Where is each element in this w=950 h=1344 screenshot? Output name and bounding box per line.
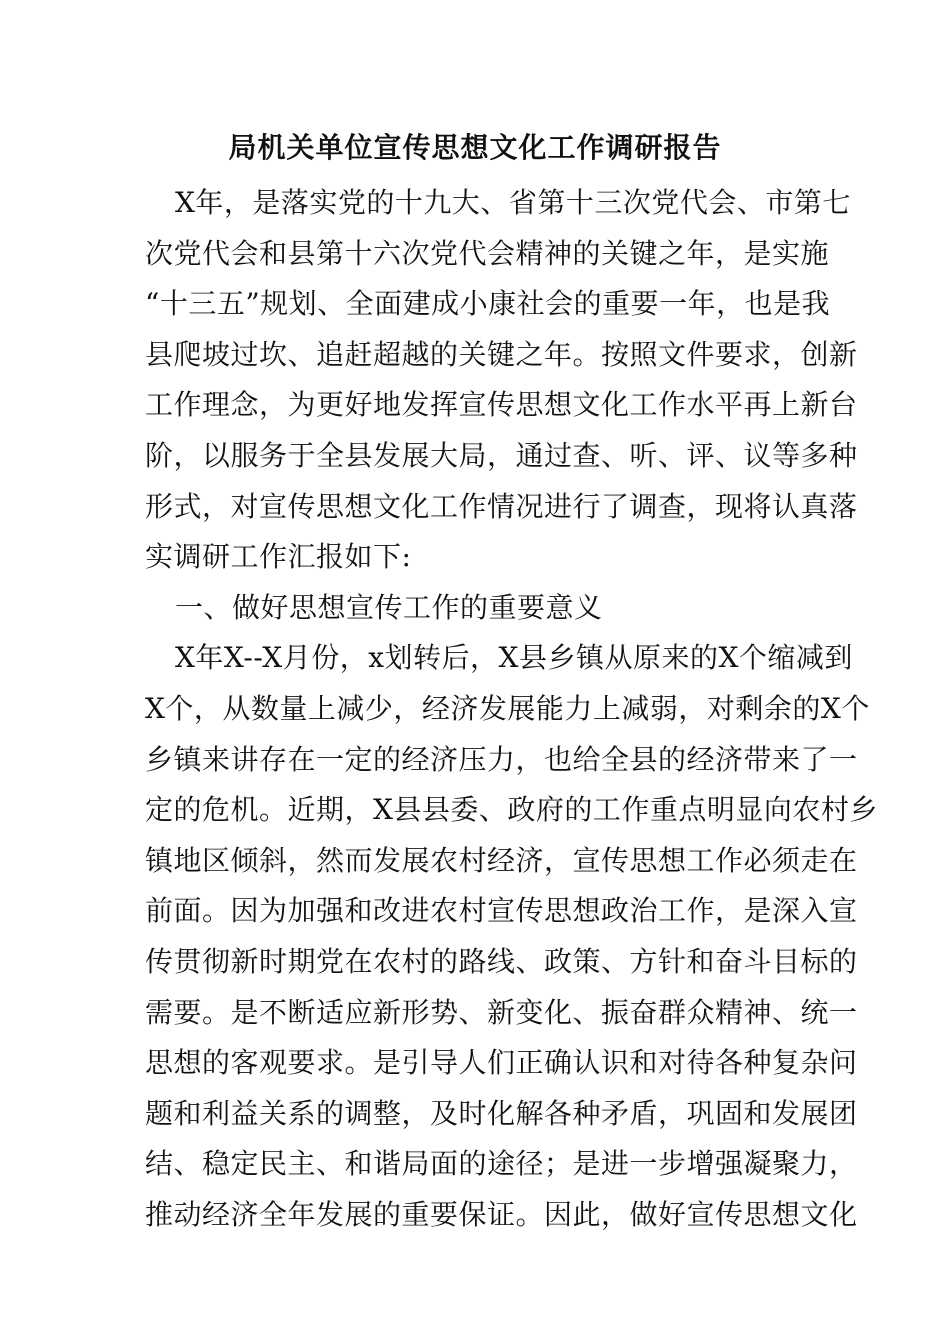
paragraph-line: 传贯彻新时期党在农村的路线、政策、方针和奋斗目标的 bbox=[145, 944, 858, 978]
paragraph-line: “十三五”规划、全面建成小康社会的重要一年，也是我 bbox=[145, 287, 831, 321]
paragraph-line: 题和利益关系的调整，及时化解各种矛盾，巩固和发展团 bbox=[145, 1096, 858, 1130]
paragraph-line: 阶，以服务于全县发展大局，通过查、听、评、议等多种 bbox=[145, 438, 858, 472]
paragraph-line: X年X--X月份，x划转后，X县乡镇从原来的X个缩减到 bbox=[175, 641, 853, 675]
document-body bbox=[145, 178, 878, 1240]
paragraph-line: 次党代会和县第十六次党代会精神的关键之年，是实施 bbox=[145, 236, 830, 270]
document-title: 局机关单位宣传思想文化工作调研报告 bbox=[228, 131, 722, 164]
paragraph-line: 结、稳定民主、和谐局面的途径；是进一步增强凝聚力， bbox=[145, 1147, 858, 1181]
paragraph-line: 思想的客观要求。是引导人们正确认识和对待各种复杂问 bbox=[145, 1046, 858, 1080]
paragraph-line: 前面。因为加强和改进农村宣传思想政治工作，是深入宣 bbox=[145, 894, 858, 928]
paragraph-line: 县爬坡过坎、追赶超越的关键之年。按照文件要求，创新 bbox=[145, 337, 858, 371]
paragraph-line: 需要。是不断适应新形势、新变化、振奋群众精神、统一 bbox=[145, 995, 858, 1029]
paragraph-line: 定的危机。近期，X县县委、政府的工作重点明显向农村乡 bbox=[145, 793, 878, 827]
paragraph-line: X个，从数量上减少，经济发展能力上减弱，对剩余的X个 bbox=[145, 691, 870, 725]
paragraph-line: 实调研工作汇报如下: bbox=[145, 540, 412, 574]
paragraph-line: 乡镇来讲存在一定的经济压力，也给全县的经济带来了一 bbox=[145, 742, 858, 776]
paragraph-line: 镇地区倾斜，然而发展农村经济，宣传思想工作必须走在 bbox=[145, 843, 858, 877]
paragraph-line: 形式，对宣传思想文化工作情况进行了调查，现将认真落 bbox=[145, 489, 858, 523]
paragraph-line: X年，是落实党的十九大、省第十三次党代会、市第七 bbox=[175, 186, 851, 219]
paragraph-line: 推动经济全年发展的重要保证。因此，做好宣传思想文化 bbox=[145, 1197, 858, 1231]
section-heading: 一、做好思想宣传工作的重要意义 bbox=[175, 590, 603, 624]
paragraph-line: 工作理念，为更好地发挥宣传思想文化工作水平再上新台 bbox=[145, 388, 858, 422]
